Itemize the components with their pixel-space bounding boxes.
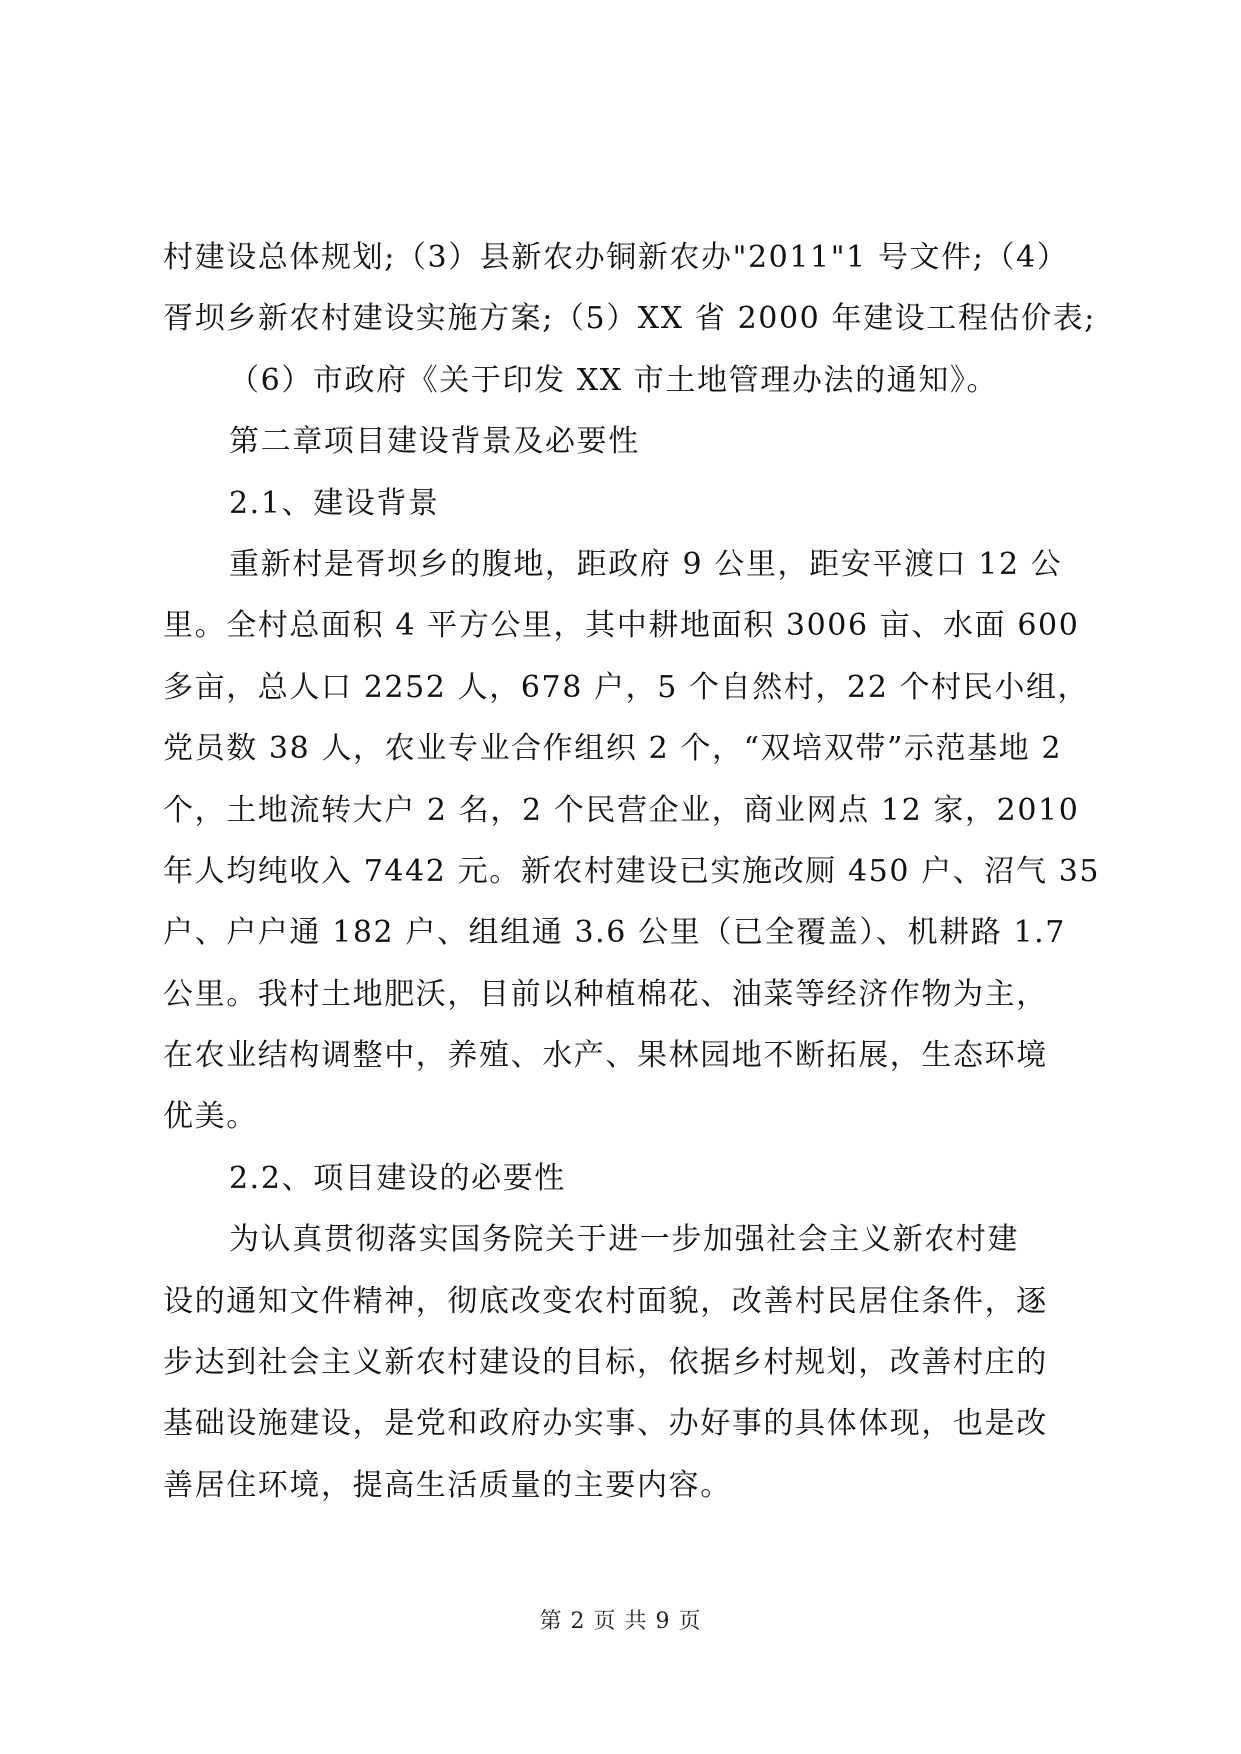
text-line: （6）市政府《关于印发 XX 市土地管理办法的通知》。 [229,362,999,398]
text-line: 村建设总体规划;（3）县新农办铜新农办"2011"1 号文件;（4） [163,240,1069,275]
text-line: 党员数 38 人，农业专业合作组织 2 个，“双培双带”示范基地 2 [163,731,1063,767]
text-line: 为认真贯彻落实国务院关于进一步加强社会主义新农村建 [229,1222,1019,1258]
text-line: 年人均纯收入 7442 元。新农村建设已实施改厕 450 户、沼气 35 [163,853,1101,889]
text-line: 户、户户通 182 户、组组通 3.6 公里（已全覆盖）、机耕路 1.7 [163,915,1066,951]
section-heading-2-1: 2.1、建设背景 [229,485,440,521]
text-line: 公里。我村土地肥沃，目前以种植棉花、油菜等经济作物为主， [163,976,1048,1012]
text-line: 在农业结构调整中，养殖、水产、果林园地不断拓展，生态环境 [163,1038,1048,1074]
page-footer: 第 2 页 共 9 页 [539,1609,702,1634]
text-line: 胥坝乡新农村建设实施方案;（5）XX 省 2000 年建设工程估价表; [163,301,1096,337]
text-line: 步达到社会主义新农村建设的目标，依据乡村规划，改善村庄的 [163,1345,1048,1381]
document-body [163,227,1101,1516]
text-line: 善居住环境，提高生活质量的主要内容。 [163,1467,732,1503]
text-line: 设的通知文件精神，彻底改变农村面貌，改善村民居住条件，逐 [163,1283,1048,1319]
text-line: 里。全村总面积 4 平方公里，其中耕地面积 3006 亩、水面 600 [163,608,1080,644]
text-line: 优美。 [163,1099,258,1135]
section-heading-2-2: 2.2、项目建设的必要性 [229,1160,566,1196]
text-line: 基础设施建设，是党和政府办实事、办好事的具体体现，也是改 [163,1406,1048,1442]
text-line: 多亩，总人口 2252 人，678 户，5 个自然村，22 个村民小组， [163,669,1090,705]
chapter-heading: 第二章项目建设背景及必要性 [229,424,640,460]
text-line: 个，土地流转大户 2 名，2 个民营企业，商业网点 12 家，2010 [163,792,1080,828]
text-line: 重新村是胥坝乡的腹地，距政府 9 公里，距安平渡口 12 公 [229,546,1063,582]
